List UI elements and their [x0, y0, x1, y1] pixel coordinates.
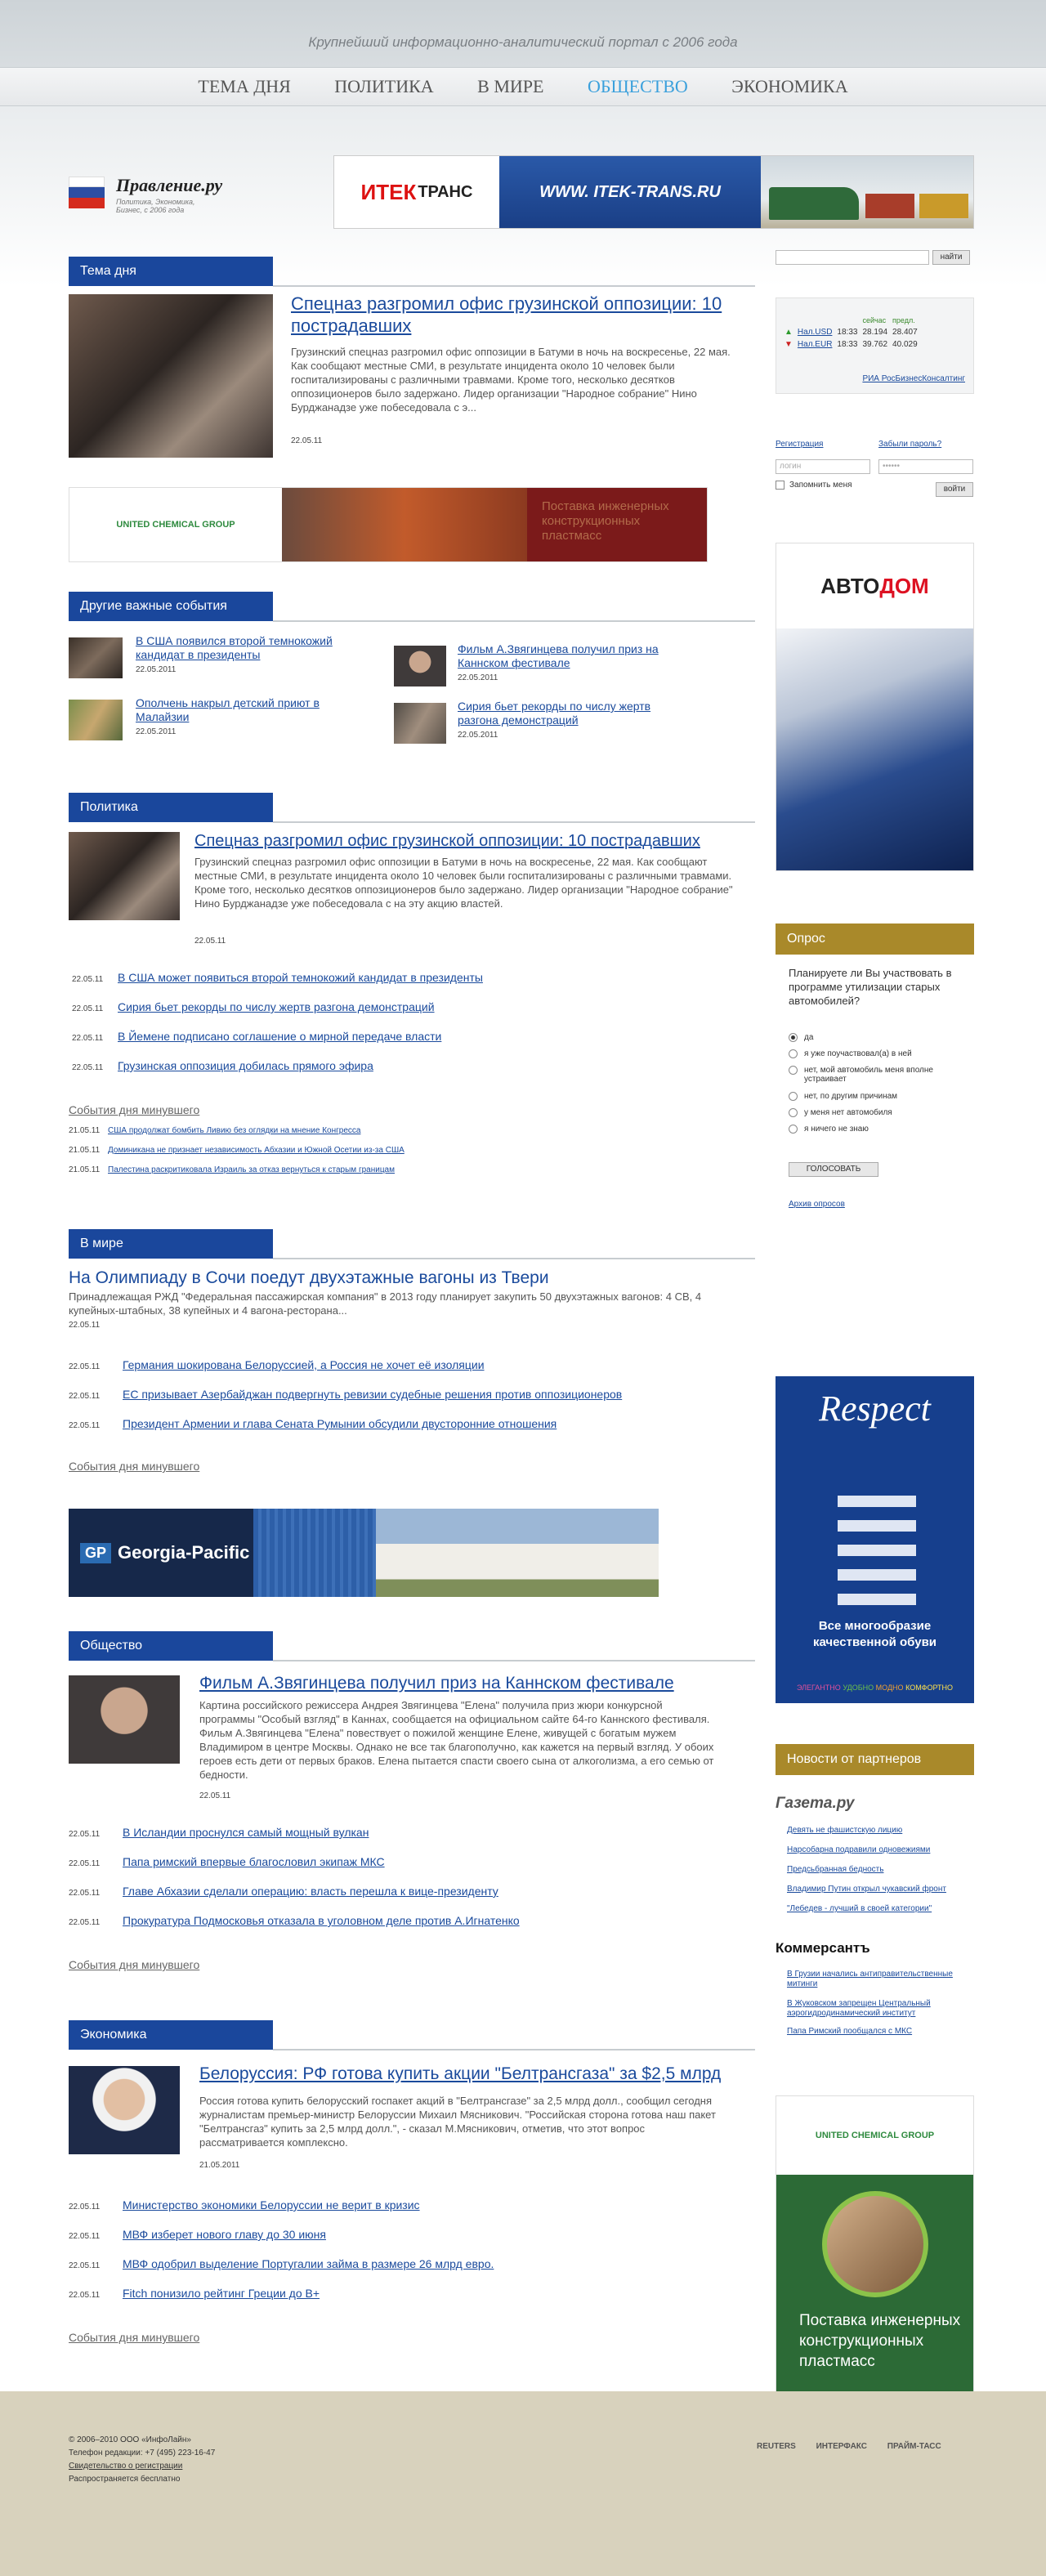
news-link[interactable]: МВФ изберет нового главу до 30 июня: [123, 2228, 326, 2241]
news-link[interactable]: Палестина раскритиковала Израиль за отказ вернуться к старым границам: [108, 1165, 395, 1174]
poll-option[interactable]: [789, 1049, 977, 1058]
politika-title-link[interactable]: Спецназ разгромил офис грузинской оппозиции: 10 пострадавших: [194, 832, 700, 850]
poll-option-label: у меня нет автомобиля: [804, 1108, 892, 1117]
rate-now: 28.194: [862, 328, 888, 337]
certificate-link[interactable]: Свидетельство о регистрации: [69, 2462, 183, 2471]
respect-tag: УДОБНО: [843, 1684, 874, 1692]
poll-option[interactable]: [789, 1033, 977, 1042]
radio-icon[interactable]: [789, 1108, 798, 1117]
poll-option[interactable]: [789, 1125, 977, 1134]
section-title: Экономика: [69, 2020, 273, 2050]
rate-name-link[interactable]: Нал.USD: [797, 328, 833, 337]
login-links: [776, 440, 974, 449]
footer-partners: [757, 2442, 959, 2451]
currency-rates: [776, 297, 974, 394]
rate-time: 18:33: [837, 328, 858, 337]
news-row: [69, 1358, 485, 1371]
ucg-logo: UNITED CHEMICAL GROUP: [69, 488, 282, 561]
gp-logo: [69, 1509, 253, 1597]
site-tagline: Крупнейший информационно-аналитический портал с 2006 года: [308, 34, 738, 50]
col-prev: предл.: [892, 316, 915, 324]
news-row: [72, 1000, 435, 1013]
respect-logo: Respect: [819, 1389, 931, 1429]
prev-row: [69, 1165, 395, 1174]
news-row: [72, 971, 483, 984]
lead-photo[interactable]: [69, 294, 273, 458]
respect-tag: МОДНО: [875, 1684, 904, 1692]
itek-brand-left: ИТЕК: [360, 179, 417, 204]
col-now: сейчас: [862, 316, 887, 324]
section-title: Политика: [69, 793, 273, 822]
nav-item-tema-dnya[interactable]: ТЕМА ДНЯ: [198, 76, 291, 96]
partners-heading: Новости от партнеров: [776, 1744, 974, 1775]
news-date: 22.05.11: [72, 1063, 104, 1072]
section-title: Тема дня: [69, 257, 273, 286]
news-date: 22.05.11: [69, 1362, 101, 1371]
banner-united-chemical-group-side[interactable]: [776, 2095, 974, 2422]
password-input[interactable]: ••••••: [878, 459, 973, 474]
ekonomika-photo[interactable]: [69, 2066, 180, 2154]
radio-icon[interactable]: [789, 1125, 798, 1134]
news-date: 22.05.11: [69, 1918, 101, 1927]
news-row: [69, 1885, 498, 1898]
section-head-v-mire: [69, 1229, 755, 1259]
ucg-text: Поставка инженерных конструкционных пластмасс: [527, 488, 707, 561]
news-row: [69, 1388, 622, 1401]
trend-up-icon: ▲: [784, 328, 793, 337]
event-thumb[interactable]: [69, 637, 123, 678]
footer: [0, 2391, 1046, 2576]
news-date: 22.05.11: [69, 2261, 101, 2270]
news-link[interactable]: Сирия бьет рекорды по числу жертв разгона демонстраций: [118, 1000, 435, 1013]
news-date: 22.05.11: [69, 2203, 101, 2212]
partner-news-link[interactable]: Нарсобарна подравили одновежиями: [787, 1845, 931, 1854]
kommersant-logo[interactable]: Коммерсантъ: [776, 1940, 870, 1956]
news-link[interactable]: В Исландии проснулся самый мощный вулкан: [123, 1826, 369, 1839]
previous-day-link[interactable]: События дня минувшего: [69, 1103, 200, 1116]
banner-georgia-pacific[interactable]: [69, 1509, 659, 1597]
section-head-politika: [69, 793, 755, 822]
news-date: 22.05.11: [69, 2232, 101, 2241]
avtodom-brand-a: АВТО: [820, 573, 880, 598]
reuters-logo[interactable]: REUTERS: [757, 2442, 796, 2451]
news-date: 22.05.11: [72, 1004, 104, 1013]
ekonomika-date: 21.05.2011: [199, 2161, 240, 2170]
respect-tags: [776, 1684, 974, 1692]
poll-option[interactable]: [789, 1066, 977, 1084]
news-link[interactable]: МВФ одобрил выделение Португалии займа в размере 26 млрд евро.: [123, 2257, 494, 2270]
rates-source-link[interactable]: РИА РосБизнесКонсалтинг: [862, 374, 965, 383]
event-thumb[interactable]: [69, 700, 123, 740]
poll-option[interactable]: [789, 1092, 977, 1101]
avtodom-logo: [776, 543, 973, 628]
forgot-password-link[interactable]: Забыли пароль?: [878, 440, 942, 449]
train-image: [761, 156, 973, 228]
footer-info: [69, 2434, 215, 2486]
event-thumb[interactable]: [394, 703, 446, 744]
respect-tag: ЭЛЕГАНТНО: [796, 1684, 841, 1692]
poll-option-label: я уже поучаствовал(а) в ней: [804, 1049, 912, 1058]
nav-item-politika[interactable]: ПОЛИТИКА: [334, 76, 434, 96]
lead-text: Грузинский спецназ разгромил офис оппозиции в Батуми в ночь на воскресенье, 22 мая. Как сообщают местные СМИ, в результате инцидента около 10 человек были госпитализированы с различными травмами. Кроме того, несколько десятков оппозиционеров было задержано. Лидер организации "Народное собрание" Нино Бурджанадзе уже побеседовала с э...: [291, 346, 731, 414]
news-link[interactable]: Президент Армении и глава Сената Румынии обсудили двусторонние отношения: [123, 1417, 557, 1430]
section-head-ekonomika: [69, 2020, 755, 2050]
siding-image: [253, 1509, 376, 1597]
checkbox-icon[interactable]: [776, 481, 784, 490]
section-head-tema-dnya: [69, 257, 755, 286]
logo-subtitle: Политика, Экономика, Бизнес, с 2006 года: [116, 198, 195, 214]
rate-row: [784, 338, 923, 351]
news-row: [69, 1826, 369, 1839]
event-thumb[interactable]: [394, 646, 446, 686]
news-date: 22.05.11: [69, 2291, 101, 2300]
previous-day-link[interactable]: События дня минувшего: [69, 2331, 200, 2344]
event-date: 22.05.2011: [458, 731, 498, 740]
partner-news-link[interactable]: Папа Римский пообщался с МКС: [787, 2027, 913, 2036]
news-date: 22.05.11: [72, 1034, 104, 1043]
rate-row: [784, 326, 923, 338]
ucg-text: Поставка инженерных конструкционных пластмасс: [799, 2312, 961, 2370]
rates-table: [784, 315, 923, 351]
prime-tass-logo[interactable]: ПРАЙМ-ТАСС: [887, 2442, 941, 2451]
poll-question: Планируете ли Вы участвовать в программе утилизации старых автомобилей?: [789, 967, 952, 1007]
rate-name-link[interactable]: Нал.EUR: [797, 340, 833, 349]
poll-option-label: да: [804, 1033, 814, 1042]
interfax-logo[interactable]: ИНТЕРФАКС: [816, 2442, 868, 2451]
gazeta-logo[interactable]: Газета.ру: [776, 1795, 855, 1812]
rate-prev: 40.029: [892, 340, 918, 349]
gp-brand: Georgia-Pacific: [118, 1542, 250, 1563]
news-row: [69, 1417, 557, 1430]
ucg-logo: UNITED CHEMICAL GROUP: [815, 2131, 935, 2140]
poll-option-label: я ничего не знаю: [804, 1125, 869, 1134]
avtodom-brand-b: ДОМ: [879, 573, 929, 598]
trend-down-icon: ▼: [784, 340, 793, 349]
event-link[interactable]: Ополчень накрыл детский приют в Малайзии: [136, 696, 320, 723]
news-row: [69, 2228, 326, 2241]
news-link[interactable]: В Йемене подписано соглашение о мирной передаче власти: [118, 1030, 442, 1043]
copyright: © 2006–2010 ООО «ИнфоЛайн»: [69, 2435, 191, 2444]
obshchestvo-photo[interactable]: [69, 1675, 180, 1764]
logo-title: Правление.ру: [116, 175, 223, 195]
news-date: 21.05.11: [69, 1126, 101, 1135]
news-link[interactable]: Fitch понизило рейтинг Греции до B+: [123, 2287, 320, 2300]
event-date: 22.05.2011: [136, 727, 177, 736]
radio-icon[interactable]: [789, 1092, 798, 1101]
register-link[interactable]: Регистрация: [776, 440, 824, 449]
login-input[interactable]: логин: [776, 459, 870, 474]
respect-caption: Все многообразие качественной обуви: [812, 1619, 937, 1649]
ucg-photo: [822, 2191, 928, 2297]
prev-row: [69, 1146, 405, 1155]
event-date: 22.05.2011: [458, 673, 498, 682]
news-date: 22.05.11: [69, 1889, 101, 1898]
itek-logo: [334, 156, 499, 228]
rate-now: 39.762: [862, 340, 888, 349]
distribution-note: Распространяется бесплатно: [69, 2475, 181, 2484]
poll-option-label: нет, мой автомобиль меня вполне устраивает: [804, 1066, 933, 1084]
news-link[interactable]: Доминикана не признает независимость Абхазии и Южной Осетии из-за США: [108, 1146, 405, 1155]
shoes-icon: [838, 1496, 916, 1610]
poll-heading: Опрос: [776, 924, 974, 955]
partner-news-link[interactable]: Девять не фашистскую лицию: [787, 1826, 903, 1835]
editorial-phone: Телефон редакции: +7 (495) 223-16-47: [69, 2449, 216, 2457]
news-link[interactable]: ЕС призывает Азербайджан подвергнуть ревизии судебные решения против оппозиционеров: [123, 1388, 623, 1401]
lead-date: 22.05.11: [291, 436, 323, 445]
previous-day-link[interactable]: События дня минувшего: [69, 1958, 200, 1971]
ekonomika-text: Россия готова купить белорусский госпакет акций в "Белтрансгазе" за 2,5 млрд долл., сообщил сегодня журналистам премьер-министр Белоруссии Михаил Мясникович. "Российская сторона готова наш пакет "Белтрансгаз" купить за 2,5 млрд долл.", - сказал М.Мясникович, отметив, что этот вопрос рассматривается комплексно.: [199, 2095, 716, 2149]
section-head-obshchestvo: [69, 1631, 755, 1661]
section-title: Другие важные события: [69, 592, 273, 621]
nav-item-obshchestvo[interactable]: ОБЩЕСТВО: [587, 76, 688, 96]
radio-icon[interactable]: [789, 1049, 798, 1058]
obshchestvo-title-link[interactable]: Фильм А.Звягинцева получил приз на Каннском фестивале: [199, 1674, 674, 1693]
site-logo[interactable]: [69, 170, 257, 219]
news-link[interactable]: Грузинская оппозиция добилась прямого эфира: [118, 1059, 373, 1072]
section-title: В мире: [69, 1229, 273, 1259]
banner-respect[interactable]: [776, 1376, 974, 1703]
itek-url: WWW. ITEK-TRANS.RU: [499, 156, 761, 228]
remember-label: Запомнить меня: [789, 481, 852, 490]
v-mire-text: Принадлежащая РЖД "Федеральная пассажирская компания" в 2013 году планирует закупить 50 двухэтажных вагонов: 4 СВ, 4 купейных-штабных, 38 купейных и 4 вагона-ресторана...: [69, 1290, 702, 1317]
news-link[interactable]: Министерство экономики Белоруссии не верит в кризис: [123, 2198, 420, 2212]
poll-option-label: нет, по другим причинам: [804, 1092, 898, 1101]
radio-selected-icon[interactable]: [789, 1033, 798, 1042]
politika-photo[interactable]: [69, 832, 180, 920]
partner-news-link[interactable]: "Лебедев - лучший в своей категории": [787, 1904, 932, 1913]
partner-news-link[interactable]: Предсьбранная бедность: [787, 1865, 884, 1874]
news-row: [72, 1030, 441, 1043]
news-row: [72, 1059, 373, 1072]
houses-image: [376, 1509, 659, 1597]
lead-title-link[interactable]: Спецназ разгромил офис грузинской оппозиции: 10 пострадавших: [291, 293, 722, 336]
news-date: 22.05.11: [69, 1830, 101, 1839]
v-mire-title-link[interactable]: На Олимпиаду в Сочи поедут двухэтажные вагоны из Твери: [69, 1268, 549, 1287]
radio-icon[interactable]: [789, 1066, 798, 1075]
event-link[interactable]: Сирия бьет рекорды по числу жертв разгона демонстраций: [458, 700, 651, 727]
poll-option[interactable]: [789, 1108, 977, 1117]
respect-tag: КОМФОРТНО: [905, 1684, 954, 1692]
partner-news-link[interactable]: Владимир Путин открыл чукавский фронт: [787, 1885, 946, 1894]
poll-archive-link[interactable]: Архив опросов: [789, 1200, 845, 1209]
event-link[interactable]: В США появился второй темнокожий кандидат в президенты: [136, 634, 333, 661]
gp-mark: GP: [80, 1543, 111, 1563]
ucg-green-panel: [776, 2175, 973, 2422]
remember-me[interactable]: [776, 481, 852, 490]
obshchestvo-text: Картина российского режиссера Андрея Звягинцева "Елена" получила приз жюри конкурсной программы "Особый взгляд" в Каннах, сообщается на официальном сайте 64-го Каннского фестиваля. Фильм А.Звягинцева "Елена" повествует о пожилой женщине Елене, живущей с богатым мужем Владимиром в центре Москвы. Однако не все так благополучно, как кажется на первый взгляд. У обоих героев есть дети от первых браков. Елена пытается спасти своего сына от алкоголизма, а его семью от бедности.: [199, 1699, 714, 1781]
news-link[interactable]: В США может появиться второй темнокожий кандидат в президенты: [118, 971, 483, 984]
banner-united-chemical-group[interactable]: [69, 487, 708, 562]
nav-item-ekonomika[interactable]: ЭКОНОМИКА: [731, 76, 848, 96]
politika-text: Грузинский спецназ разгромил офис оппозиции в Батуми в ночь на воскресенье, 22 мая. Как сообщают местные СМИ, в результате инцидента около 10 человек были госпитализированы с различными травмами. Кроме того, несколько десятков оппозиционеров было задержано. Лидер организации "Народное собрание" Нино Бурджанадзе уже побеседовала с на эту акцию властей.: [194, 856, 733, 910]
top-navigation: [0, 67, 1046, 106]
rate-time: 18:33: [837, 340, 858, 349]
login-button[interactable]: войти: [936, 482, 973, 497]
rate-prev: 28.407: [892, 328, 918, 337]
obshchestvo-date: 22.05.11: [199, 1791, 231, 1800]
itek-brand-right: ТРАНС: [418, 182, 473, 201]
news-date: 21.05.11: [69, 1146, 101, 1155]
news-link[interactable]: Прокуратура Подмосковья отказала в уголовном деле против А.Игнатенко: [123, 1914, 520, 1927]
banner-itek-trans[interactable]: [333, 155, 974, 229]
factory-image: [282, 488, 527, 561]
page-body: [0, 106, 1046, 2391]
vote-button[interactable]: ГОЛОСОВАТЬ: [789, 1162, 878, 1177]
banner-avtodom[interactable]: [776, 543, 974, 871]
news-row: [69, 2257, 494, 2270]
event-link[interactable]: Фильм А.Звягинцева получил приз на Каннском фестивале: [458, 642, 659, 669]
ekonomika-title-link[interactable]: Белоруссия: РФ готова купить акции "Белтрансгаза" за $2,5 млрд: [199, 2064, 722, 2083]
nav-item-v-mire[interactable]: В МИРЕ: [477, 76, 544, 96]
fuel-nozzle-image: [776, 628, 973, 870]
partner-news-link[interactable]: В Жуковском запрещен Центральный аэрогидродинамический институт: [787, 1999, 931, 2018]
news-link[interactable]: Германия шокирована Белоруссией, а Россия не хочет её изоляции: [123, 1358, 485, 1371]
news-row: [69, 1855, 385, 1868]
search-input[interactable]: [776, 250, 929, 265]
search-button[interactable]: найти: [932, 250, 970, 265]
news-date: 22.05.11: [72, 975, 104, 984]
news-date: 22.05.11: [69, 1859, 101, 1868]
news-row: [69, 2198, 420, 2212]
event-date: 22.05.2011: [136, 665, 177, 674]
section-title: Общество: [69, 1631, 273, 1661]
top-strip: [0, 0, 1046, 67]
news-link[interactable]: Главе Абхазии сделали операцию: власть перешла к вице-президенту: [123, 1885, 498, 1898]
v-mire-date: 22.05.11: [69, 1321, 101, 1330]
news-date: 22.05.11: [69, 1421, 101, 1430]
politika-date: 22.05.11: [194, 937, 226, 946]
partner-news-link[interactable]: В Грузии начались антиправительственные митинги: [787, 1970, 953, 1988]
previous-day-link[interactable]: События дня минувшего: [69, 1460, 200, 1473]
prev-row: [69, 1126, 360, 1135]
news-link[interactable]: США продолжат бомбить Ливию без оглядки на мнение Конгресса: [108, 1126, 361, 1135]
news-row: [69, 1914, 520, 1927]
news-row: [69, 2287, 320, 2300]
russian-flag-icon: [69, 177, 105, 209]
news-date: 22.05.11: [69, 1392, 101, 1401]
news-link[interactable]: Папа римский впервые благословил экипаж МКС: [123, 1855, 385, 1868]
news-date: 21.05.11: [69, 1165, 101, 1174]
section-head-other-events: [69, 592, 755, 621]
